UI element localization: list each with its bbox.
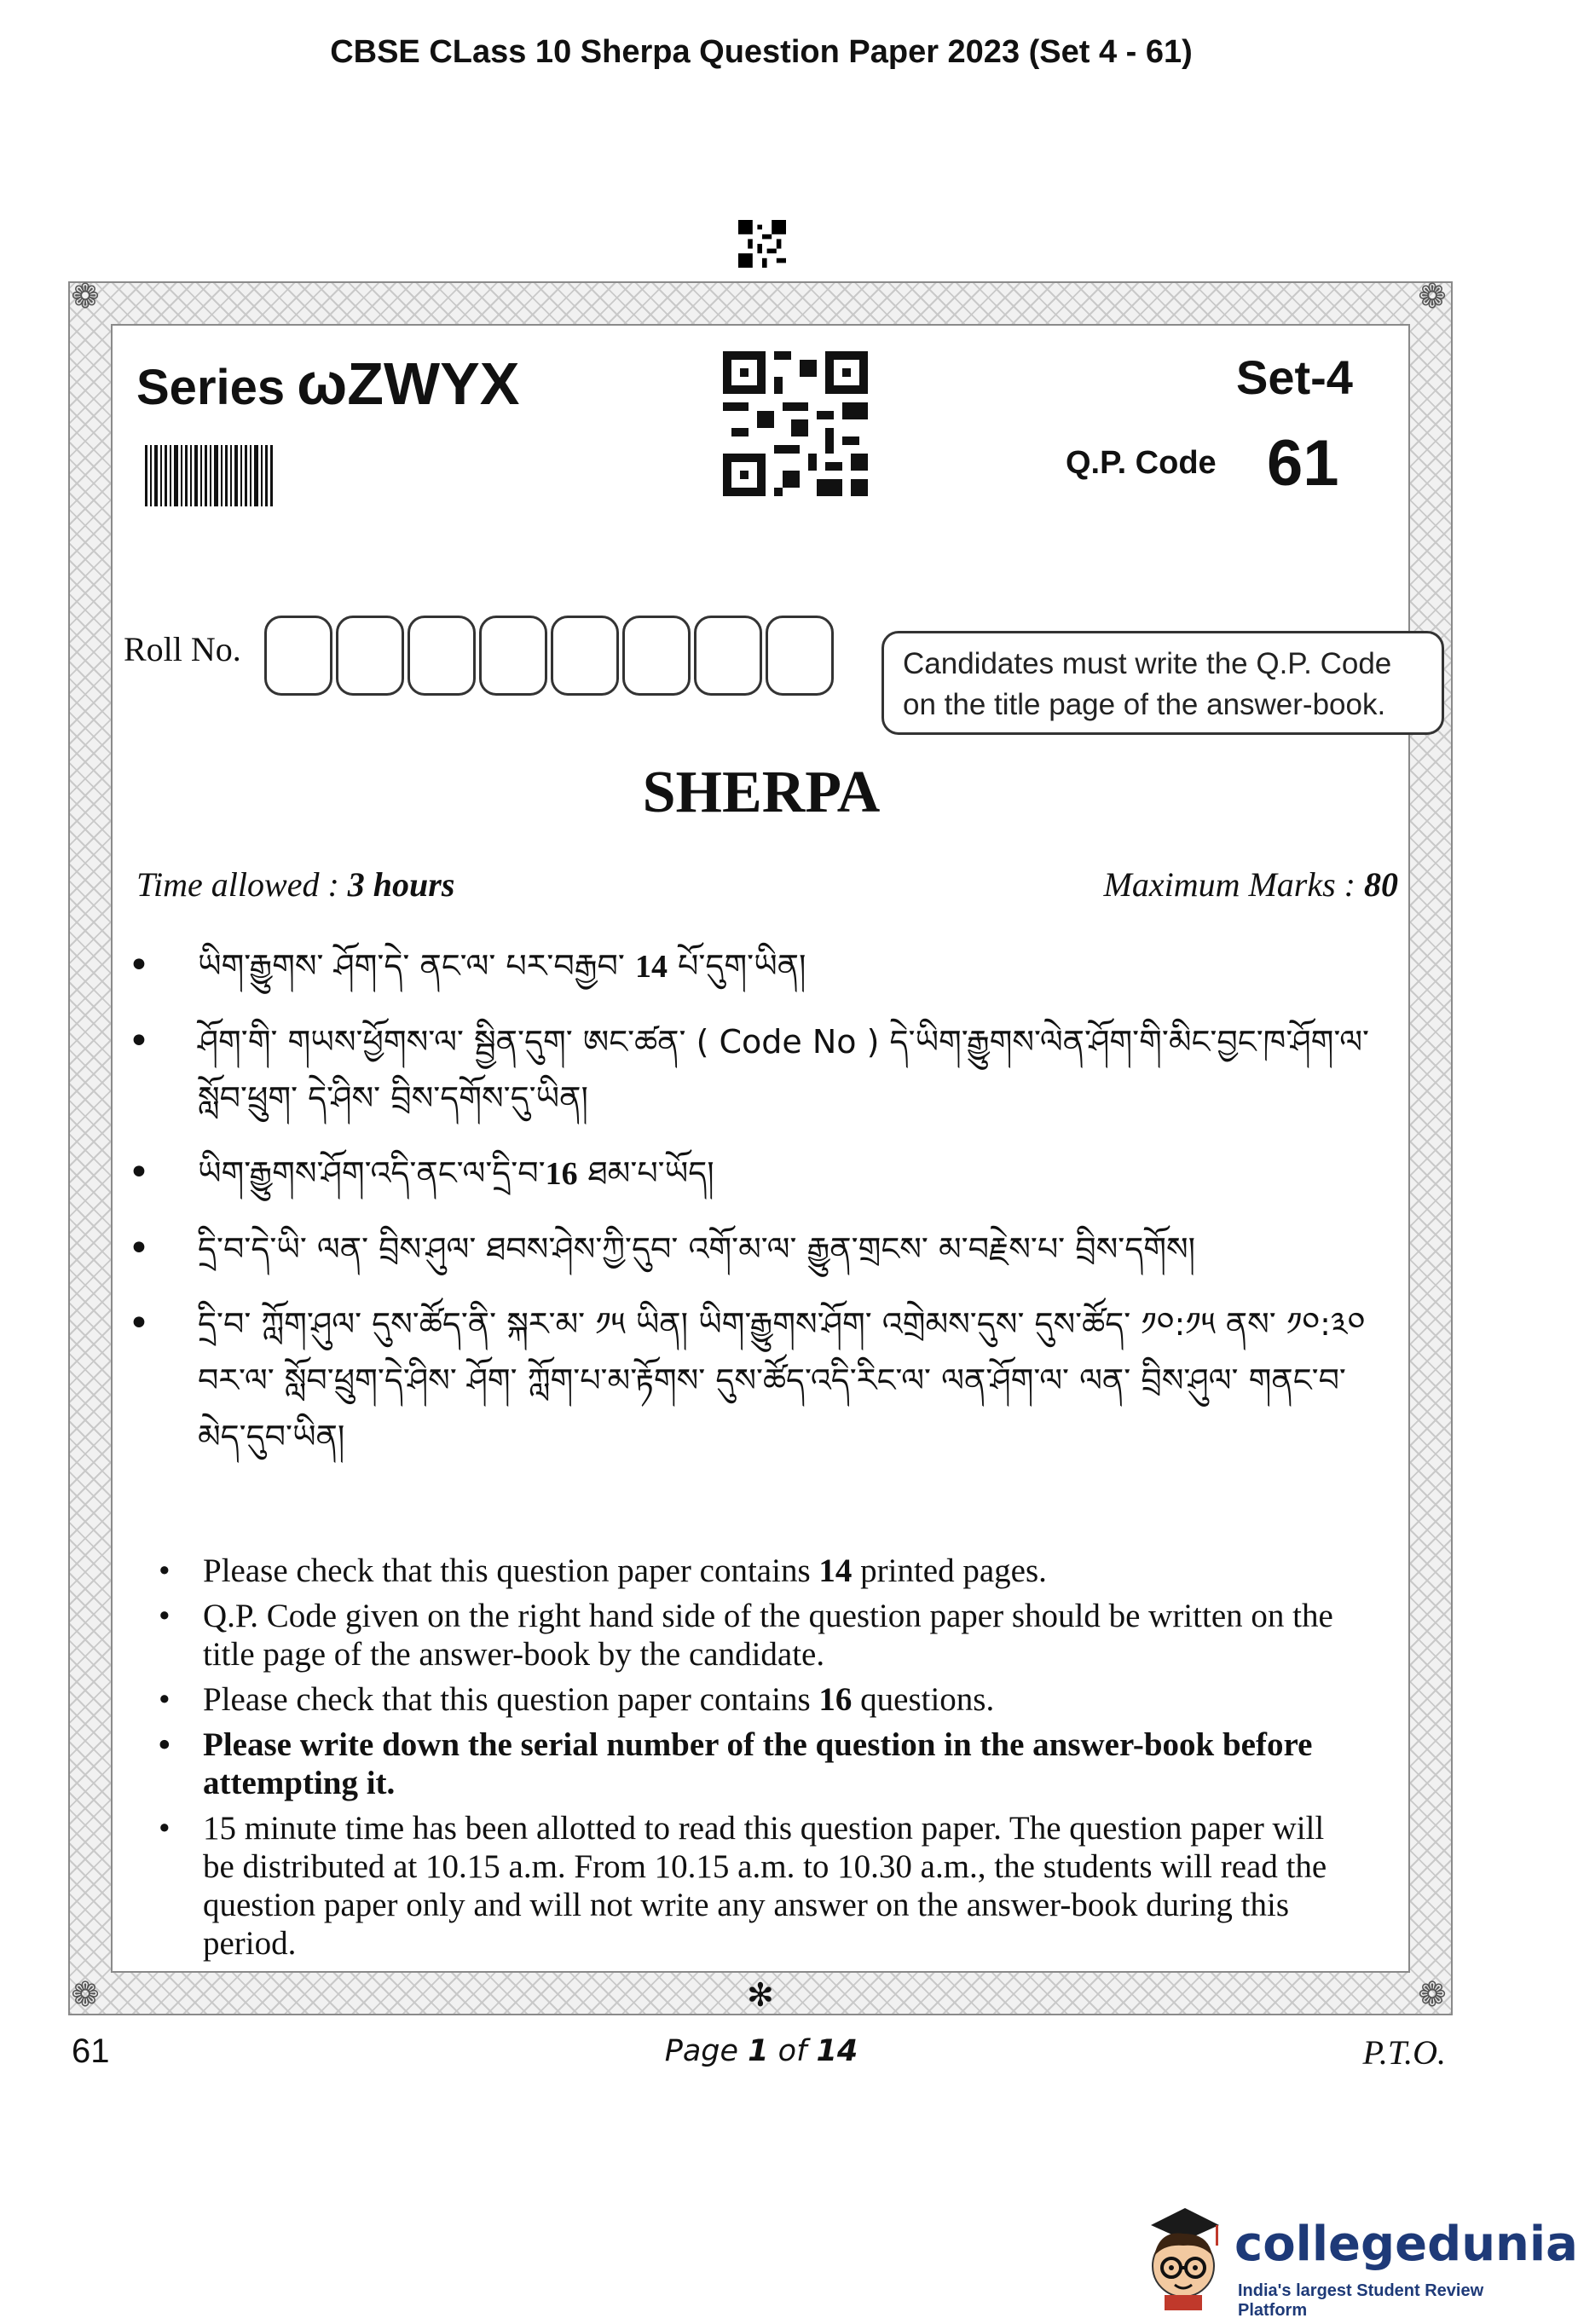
roll-no-digit-box[interactable] <box>622 616 691 696</box>
pto-label: P.T.O. <box>1362 2033 1446 2072</box>
time-value: 3 hours <box>347 865 455 904</box>
instruction-item: • ཡིག་རྒྱུགས་ ཤོག་དེ་ ནང་ལ་ པར་བརྒྱབ་ 14 པོ་དུག་ཡིན། <box>128 938 1373 995</box>
series-label: Series <box>136 360 286 415</box>
qp-code-label: Q.P. Code <box>1066 445 1217 481</box>
roll-no-digit-box[interactable] <box>694 616 762 696</box>
brand-tagline: India's largest Student Review Platform <box>1238 2281 1484 2320</box>
instruction-item: • 15 minute time has been allotted to read this question paper. The question paper will be distributed at 10.15 a.m. From 10.15 a.m. to 10.30 a.m., the students will read the question paper only and will not write any answer on the answer-book during this period. <box>152 1809 1362 1963</box>
maximum-marks <box>1104 864 1399 905</box>
instruction-item: • Q.P. Code given on the right hand side of the question paper should be written on the title page of the answer-book by the candidate. <box>152 1597 1362 1674</box>
time-allowed <box>136 864 454 905</box>
roll-no-label: Roll No. <box>124 630 241 668</box>
roll-no-boxes <box>264 616 837 696</box>
set-number: Set-4 <box>1236 350 1353 404</box>
instruction-item: • དྲི་བ་ ཀློག་ཤུལ་ དུས་ཚོད་ནི་ སྐར་མ་ ༡༥ ཡིན། ཡིག་རྒྱུགས་ཤོག་ འགྲེམས་དུས་ དུས་ཚོད་ ༡༠:༡༥ ནས་ ༡༠:༣༠ བར་ལ་ སློབ་ཕྲུག་དེ་ཤིས་ ཤོག་ ཀློག་པ་མ་རྟོགས་ དུས་ཚོད་འདི་རིང་ལ་ ལན་ཤོག་ལ་ ལན་ བྲིས་ཤུལ་ གནང་བ་ མེད་དུབ་ཡིན། <box>128 1296 1373 1465</box>
corner-ornament-icon: ❁ <box>71 1975 100 2015</box>
document-title: CBSE CLass 10 Sherpa Question Paper 2023 (Set 4 - 61) <box>330 34 1193 70</box>
collegedunia-mascot-icon <box>1134 2200 1228 2310</box>
sherpa-instructions <box>128 938 1373 1483</box>
corner-ornament-icon: ❁ <box>1418 1975 1447 2015</box>
roll-no-digit-box[interactable] <box>479 616 547 696</box>
roll-no-digit-box[interactable] <box>408 616 476 696</box>
instruction-item: • ཡིག་རྒྱུགས་ཤོག་འདི་ནང་ལ་དྲི་བ་16 ཐམ་པ་ཡོད། <box>128 1145 1373 1202</box>
instruction-item: • ཤོག་གི་ གཡས་ཕྱོགས་ལ་ སྦྱིན་དུག་ ཨང་ཚན་ ( Code No ) དེ་ཡིག་རྒྱུགས་ལེན་ཤོག་གི་མིང་བྱང་ཁ་ཤོག་ལ་ སློབ་ཕྲུག་ དེ་ཤིས་ བྲིས་དགོས་དུ་ཡིན། <box>128 1014 1373 1126</box>
series-info <box>136 350 520 418</box>
instruction-item: • དྲི་བ་དེ་ཡི་ ལན་ བྲིས་ཤུལ་ ཐབས་ཤེས་ཀྱི་དུབ་ འགོ་མ་ལ་ རྒྱུན་གྲངས་ མ་བརྗེས་པ་ བྲིས་དགོས། <box>128 1221 1373 1277</box>
roll-no-digit-box[interactable] <box>551 616 619 696</box>
instruction-item: • Please check that this question paper contains 14 printed pages. <box>152 1552 1362 1590</box>
time-label: Time allowed : <box>136 865 348 904</box>
marks-value: 80 <box>1364 865 1398 904</box>
subject-title: SHERPA <box>642 760 881 825</box>
qp-code-notice: Candidates must write the Q.P. Code on the title page of the answer-book. <box>881 631 1444 735</box>
footer-qp-code: 61 <box>72 2032 110 2070</box>
barcode-icon <box>145 445 273 506</box>
roll-no-digit-box[interactable] <box>766 616 834 696</box>
corner-ornament-icon: ❁ <box>1418 277 1447 316</box>
english-instructions <box>152 1552 1362 1969</box>
page-indicator: Page 1 of 14 <box>664 2034 858 2068</box>
instruction-item: • Please check that this question paper contains 16 questions. <box>152 1680 1362 1719</box>
corner-ornament-icon: ❁ <box>71 277 100 316</box>
marks-label: Maximum Marks : <box>1103 865 1364 904</box>
qr-code-icon <box>723 351 868 496</box>
qp-code-value: 61 <box>1267 427 1339 500</box>
instruction-item: • Please write down the serial number of the question in the answer-book before attempting it. <box>152 1726 1362 1802</box>
series-code: ωZWYX <box>297 350 520 417</box>
brand-logo-text: collegedunia <box>1234 2217 1578 2272</box>
asterisk-icon: ✻ <box>747 1976 774 2014</box>
small-qr-code-icon <box>738 220 786 268</box>
roll-no-digit-box[interactable] <box>336 616 404 696</box>
roll-no-digit-box[interactable] <box>264 616 332 696</box>
